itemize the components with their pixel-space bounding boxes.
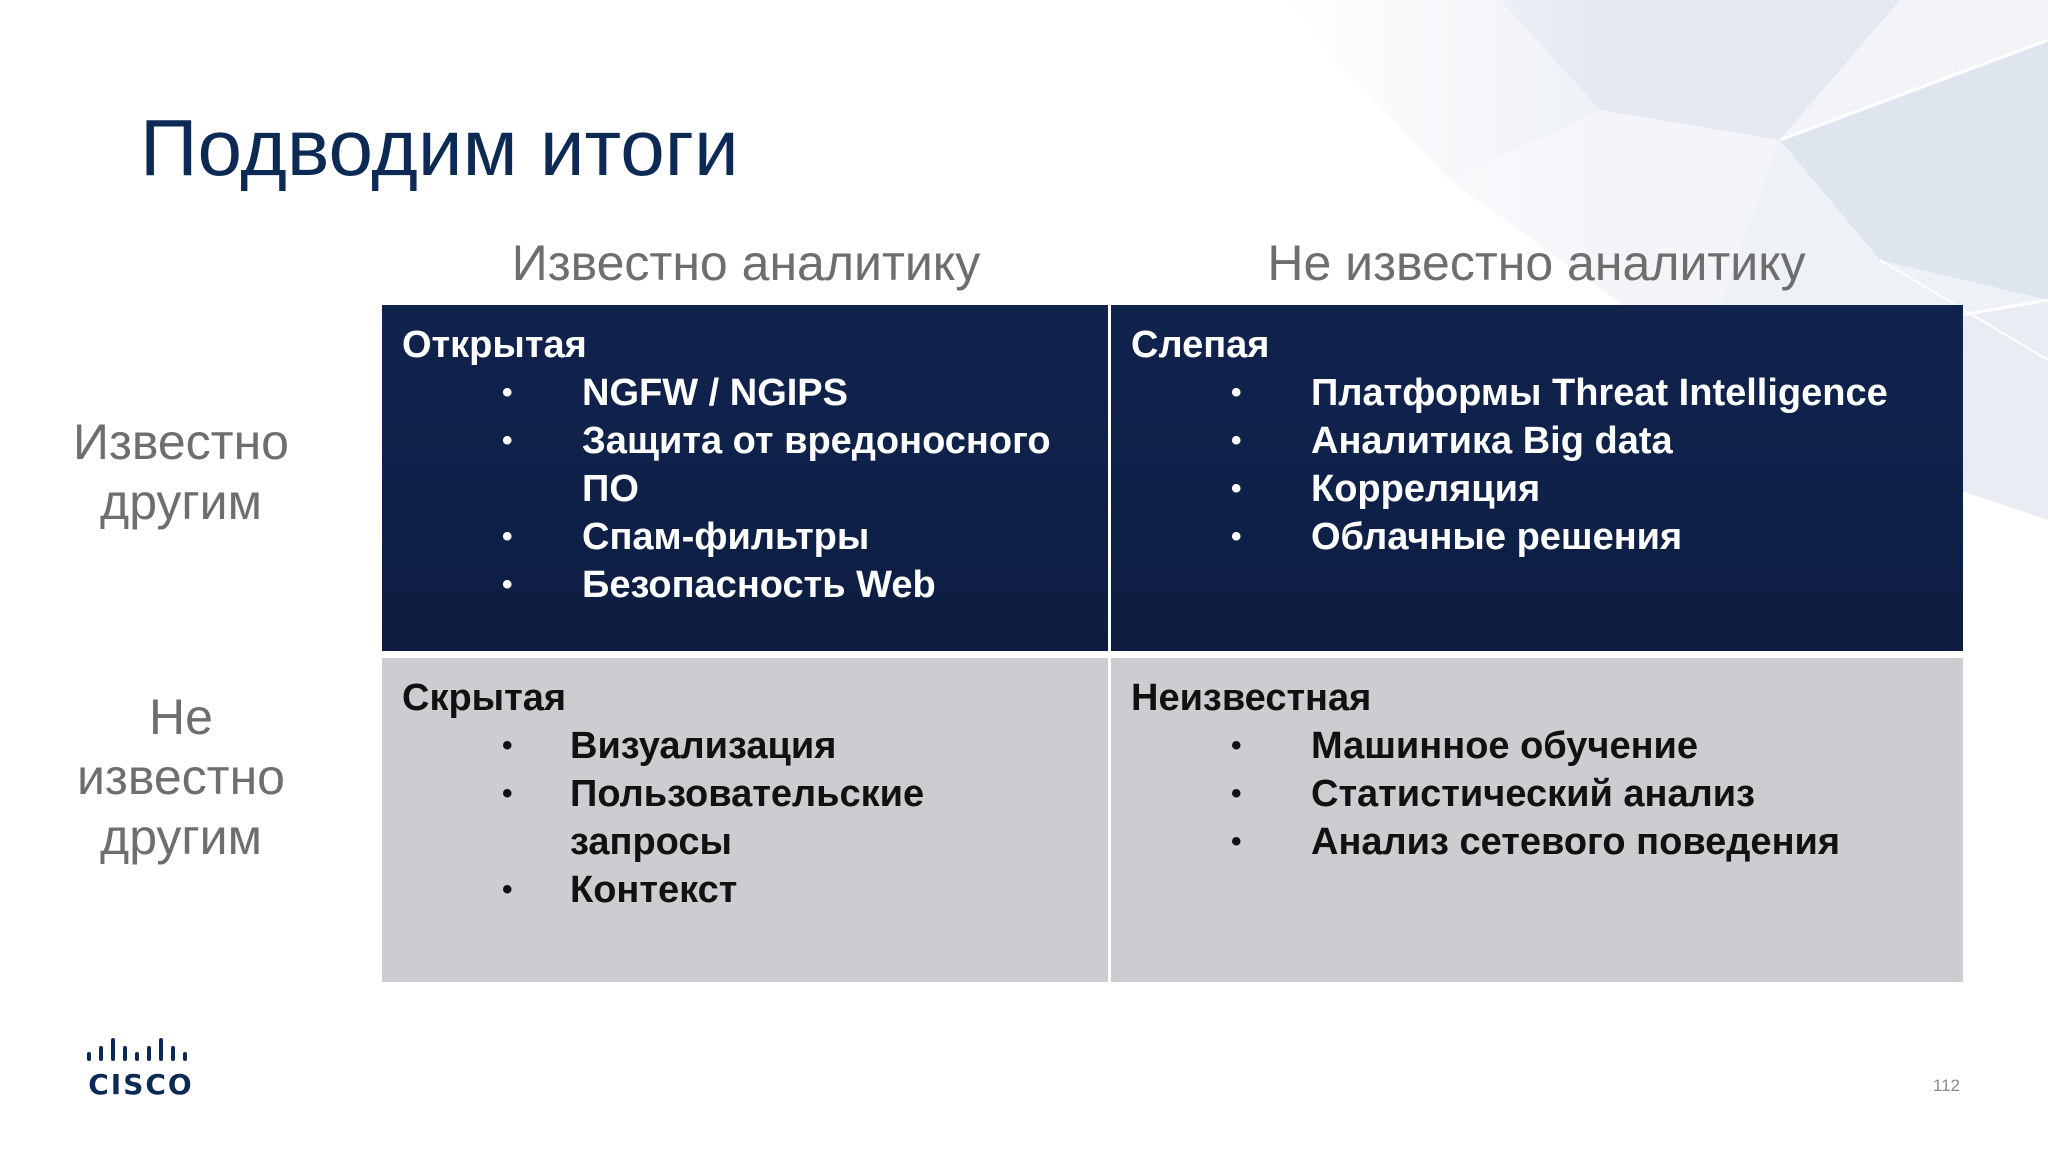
cisco-logo bbox=[86, 1036, 196, 1101]
bullet-icon: • bbox=[1231, 729, 1242, 762]
row-header-line: Не bbox=[149, 689, 213, 745]
bullet-list bbox=[402, 722, 1088, 914]
bullet-icon: • bbox=[502, 520, 513, 553]
bullet-icon: • bbox=[502, 568, 513, 601]
bullet-icon: • bbox=[502, 376, 513, 409]
row-header-known-to-others bbox=[50, 412, 312, 532]
quadrant-title: Слепая bbox=[1131, 324, 1270, 366]
list-item: • Спам-фильтры bbox=[402, 513, 1088, 561]
quadrant-blind bbox=[1111, 305, 1963, 651]
list-item: • NGFW / NGIPS bbox=[402, 369, 1088, 417]
quadrant-unknown bbox=[1111, 658, 1963, 982]
quadrant-open bbox=[382, 305, 1108, 651]
list-item: • Корреляция bbox=[1131, 465, 1943, 513]
list-item: • Статистический анализ bbox=[1131, 770, 1943, 818]
list-item: • Анализ сетевого поведения bbox=[1131, 818, 1943, 866]
row-header-line: Известно bbox=[73, 414, 289, 470]
list-item: • Платформы Threat Intelligence bbox=[1131, 369, 1943, 417]
list-item: • Пользовательские запросы bbox=[402, 770, 1088, 866]
column-header-known-to-analyst: Известно аналитику bbox=[511, 235, 981, 291]
bullet-icon: • bbox=[502, 424, 513, 457]
column-header-unknown-to-analyst: Не известно аналитику bbox=[1267, 235, 1806, 291]
bullet-icon: • bbox=[502, 777, 513, 810]
list-item: • Безопасность Web bbox=[402, 561, 1088, 609]
row-header-line: известно bbox=[77, 749, 285, 805]
quadrant-hidden bbox=[382, 658, 1108, 982]
bullet-icon: • bbox=[1231, 472, 1242, 505]
bullet-icon: • bbox=[1231, 376, 1242, 409]
list-item: • Облачные решения bbox=[1131, 513, 1943, 561]
row-header-line: другим bbox=[100, 809, 262, 865]
slide-title: Подводим итоги bbox=[140, 103, 739, 192]
quadrant-title: Открытая bbox=[402, 324, 587, 366]
list-item: • Визуализация bbox=[402, 722, 1088, 770]
list-item: • Защита от вредоносного ПО bbox=[402, 417, 1088, 513]
bullet-icon: • bbox=[502, 873, 513, 906]
row-header-unknown-to-others bbox=[50, 687, 312, 867]
list-item: • Машинное обучение bbox=[1131, 722, 1943, 770]
bullet-icon: • bbox=[1231, 777, 1242, 810]
bullet-list bbox=[1131, 369, 1943, 561]
list-item: • Контекст bbox=[402, 866, 1088, 914]
row-header-line: другим bbox=[100, 474, 262, 530]
quadrant-title: Скрытая bbox=[402, 677, 567, 719]
page-number: 112 bbox=[1932, 1076, 1960, 1095]
bullet-icon: • bbox=[1231, 520, 1242, 553]
cisco-bars-icon bbox=[86, 1036, 196, 1066]
bullet-icon: • bbox=[502, 729, 513, 762]
quadrant-title: Неизвестная bbox=[1131, 677, 1372, 719]
cisco-wordmark: CISCO bbox=[88, 1068, 194, 1101]
bullet-icon: • bbox=[1231, 424, 1242, 457]
list-item: • Аналитика Big data bbox=[1131, 417, 1943, 465]
bullet-icon: • bbox=[1231, 825, 1242, 858]
bullet-list bbox=[1131, 722, 1943, 866]
bullet-list bbox=[402, 369, 1088, 609]
